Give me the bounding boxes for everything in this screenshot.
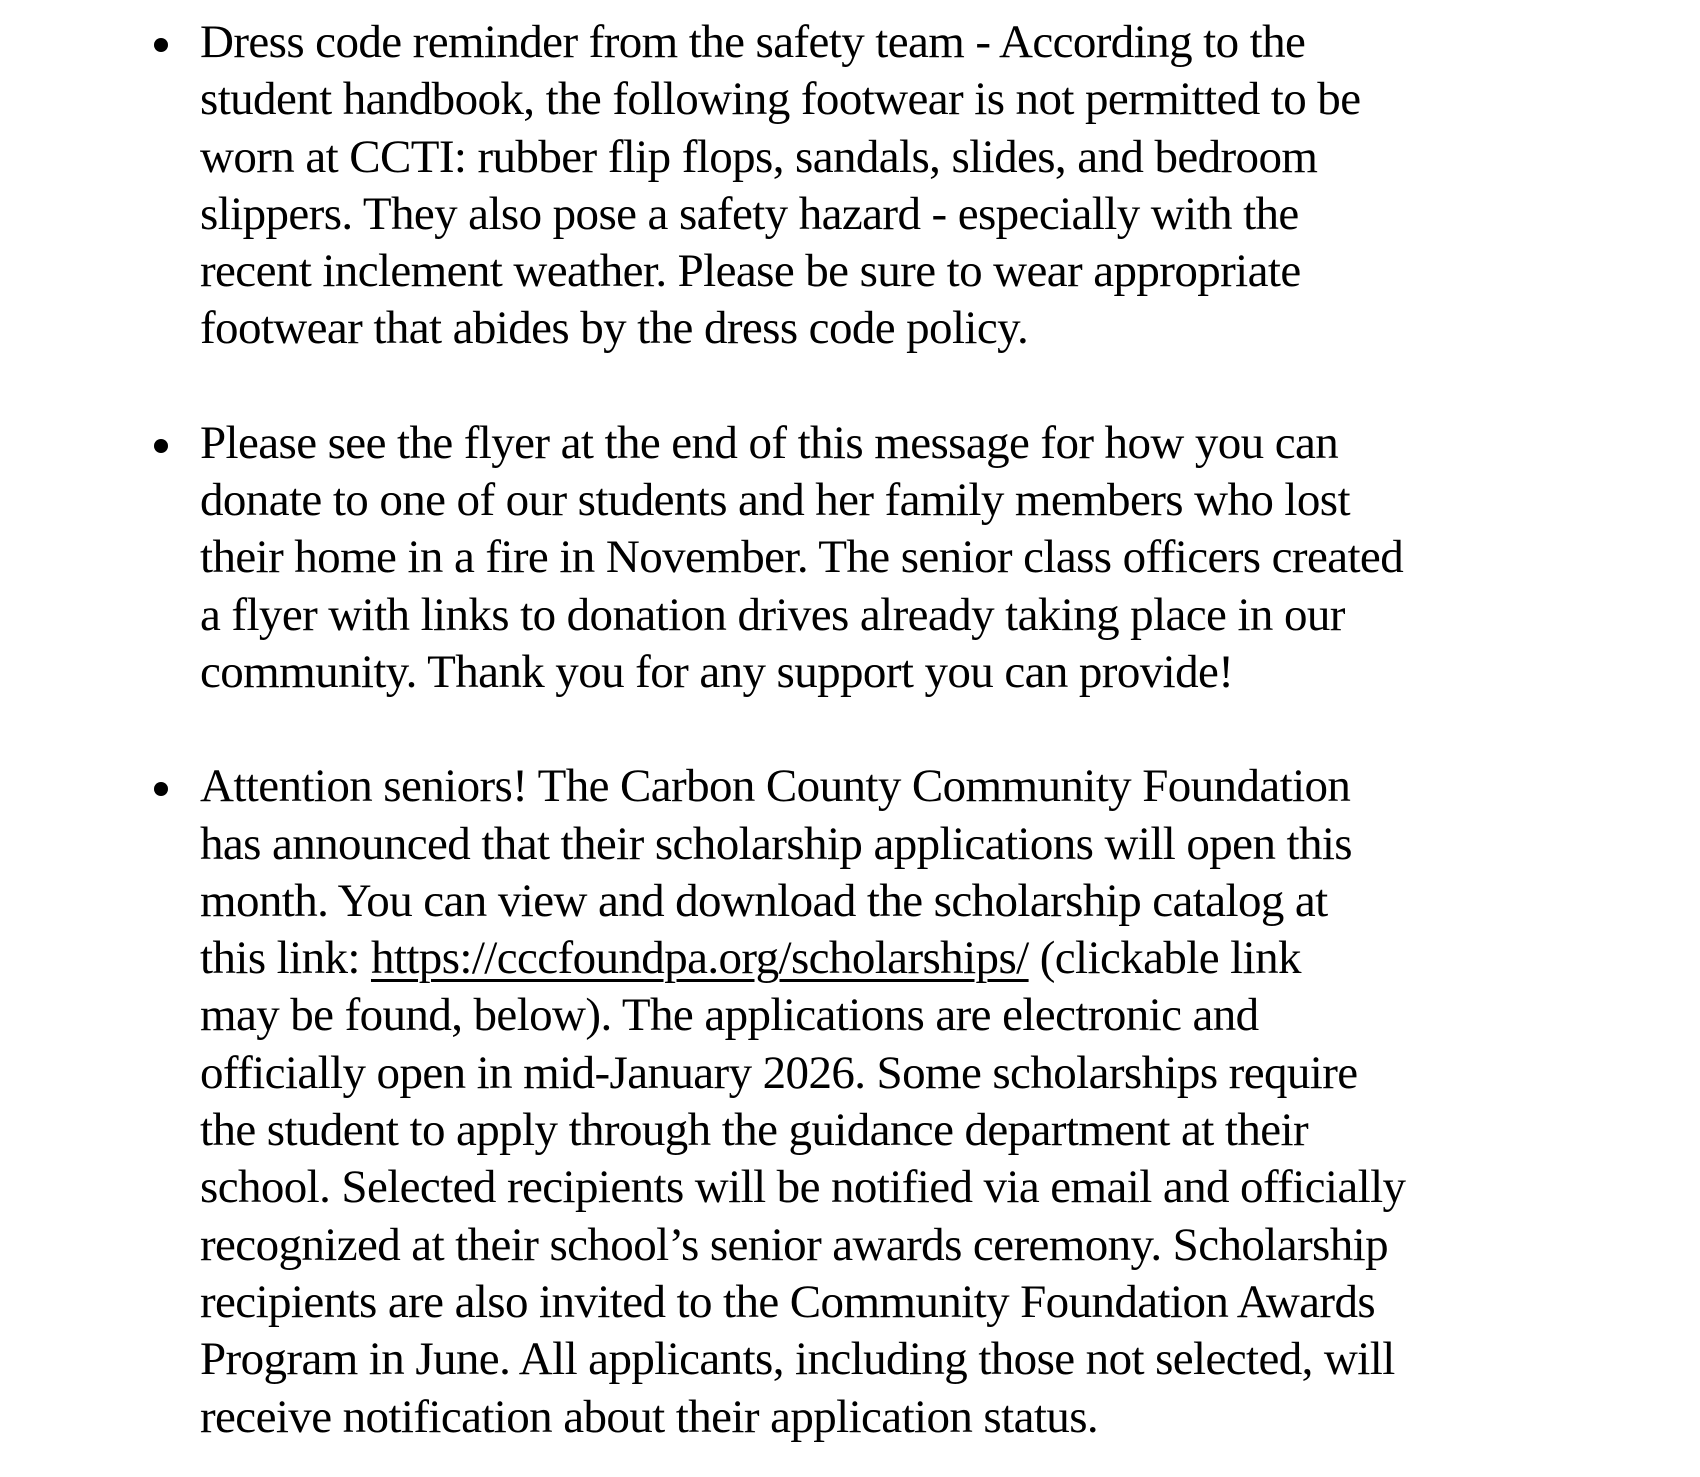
scholarships-link[interactable]: https://cccfoundpa.org/scholarships/ (370, 932, 1029, 985)
text-line: their home in a fire in November. The senior class officers created (200, 531, 1404, 584)
text-line: donate to one of our students and her family members who lost (200, 474, 1350, 527)
text-line: has announced that their scholarship applications will open this (200, 817, 1352, 870)
text-line: receive notification about their application status. (200, 1390, 1099, 1443)
text-line: slippers. They also pose a safety hazard - especially with the (200, 187, 1299, 240)
text-line: officially open in mid-January 2026. Some scholarships require (200, 1046, 1358, 1099)
text-line: a flyer with links to donation drives already taking place in our (200, 588, 1345, 641)
text-line: Dress code reminder from the safety team - According to the (200, 16, 1306, 68)
bullet-icon (154, 38, 168, 52)
text-line: recent inclement weather. Please be sure to wear appropriate (200, 245, 1301, 298)
link-prefix: this link: (200, 932, 371, 985)
text-line: recipients are also invited to the Community Foundation Awards (200, 1275, 1376, 1328)
text-line: the student to apply through the guidance department at their (200, 1104, 1309, 1157)
link-suffix: (clickable link (1028, 932, 1301, 985)
bullet-icon (154, 439, 168, 453)
bullet-icon (154, 782, 168, 796)
announcement-list (0, 14, 1700, 1446)
bullet-scholarships (0, 758, 1700, 1446)
bullet-dress-code (0, 14, 1700, 358)
text-line: community. Thank you for any support you can provide! (200, 645, 1234, 698)
text-line: Attention seniors! The Carbon County Community Foundation (200, 760, 1351, 813)
text-line: Program in June. All applicants, including those not selected, will (200, 1333, 1395, 1386)
text-line: may be found, below). The applications are electronic and (200, 989, 1259, 1042)
bullet-donation-flyer (0, 415, 1700, 701)
text-line: Please see the flyer at the end of this message for how you can (200, 416, 1339, 469)
text-line: recognized at their school’s senior awards ceremony. Scholarship (200, 1218, 1388, 1271)
text-line: school. Selected recipients will be notified via email and officially (200, 1161, 1406, 1214)
text-line: worn at CCTI: rubber flip flops, sandals, slides, and bedroom (200, 130, 1318, 183)
text-line: footwear that abides by the dress code policy. (200, 302, 1029, 355)
text-line: student handbook, the following footwear is not permitted to be (200, 73, 1361, 126)
text-line: month. You can view and download the scholarship catalog at (200, 874, 1328, 927)
text-line-with-link (200, 930, 1700, 987)
